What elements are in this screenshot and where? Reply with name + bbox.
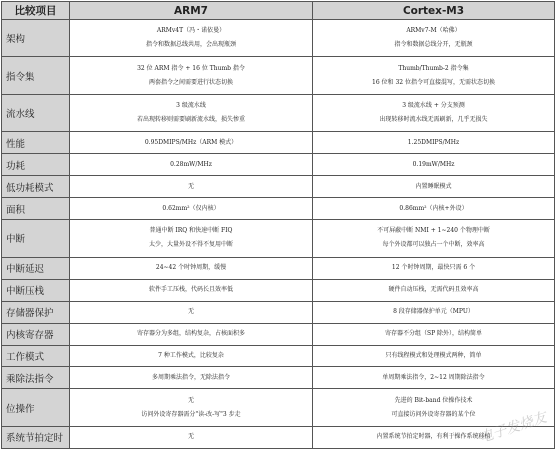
table-row [2,176,555,198]
arm7-cell [70,301,313,323]
header-row [2,2,555,20]
row-label: 面积 [2,198,70,220]
cell-line: 指令和数据总线共用，会出现瓶颈 [145,41,236,49]
cell-line: 只有线程模式和处理模式两种，简单 [385,351,482,359]
table-body [2,20,555,449]
cell-line: Thumb/Thumb-2 指令集 [398,64,469,72]
cell-line: 出现转移时流水线无需刷新，几乎无损失 [379,116,488,124]
row-label: 内核寄存器 [2,323,70,345]
cell-line: 不可屏蔽中断 NMI + 1~240 个物理中断 [377,227,490,235]
cell-line: 8 段存储器保护单元（MPU） [393,308,474,316]
cell-line: 两套指令之间需要进行状态切换 [148,78,233,86]
arm7-cell [70,94,313,131]
cortex-m3-cell [313,154,555,176]
table-row [2,132,555,154]
table-row [2,345,555,367]
arm7-cell [70,154,313,176]
cell-line: 0.62mm²（仅内核） [162,204,220,212]
cortex-m3-cell [313,132,555,154]
cell-line: 0.19mW/MHz [412,160,455,168]
cell-line: 7 种工作模式，比较复杂 [158,351,224,359]
table-row [2,220,555,257]
cortex-m3-cell [313,176,555,198]
cell-line: 1.25DMIPS/MHz [407,138,460,146]
cell-line: 16 位和 32 位指令可直接混写，无需状态切换 [372,78,495,86]
cell-line: 指令和数据总线分开，无瓶颈 [394,41,473,49]
cortex-m3-cell [313,323,555,345]
cortex-m3-cell [313,257,555,279]
cell-line: 可直接访问外设寄存器的某个位 [391,410,476,418]
cortex-m3-cell [313,94,555,131]
arm7-cell [70,426,313,448]
cell-line: 0.28mW/MHz [170,160,212,168]
row-label: 功耗 [2,154,70,176]
arm7-cell [70,132,313,154]
cell-line: 12 个时钟周期，最快只需 6 个 [391,264,476,272]
row-label: 低功耗模式 [2,176,70,198]
cell-line: 单周期乘法指令，2~12 周期除法指令 [382,373,485,381]
cell-line: 普通中断 IRQ 和快速中断 FIQ [149,227,233,235]
table-row [2,389,555,426]
row-label: 性能 [2,132,70,154]
cortex-m3-cell [313,345,555,367]
cell-line: 32 位 ARM 指令 + 16 位 Thumb 指令 [137,64,245,72]
cell-line: 内置睡眠模式 [415,182,452,190]
table-row [2,279,555,301]
cell-line: 内置系统节拍定时器，有利于操作系统移植 [376,433,491,441]
arm7-cell [70,389,313,426]
cell-line: 若出现转移则需要刷新流水线，损失惨重 [136,116,245,124]
cell-line: 无 [187,308,194,316]
header-arm7: ARM7 [70,2,313,20]
cell-line: 访问外设寄存器需分"读-改-写"3 步走 [141,410,241,418]
cortex-m3-cell [313,367,555,389]
header-item: 比较项目 [2,2,70,20]
row-label: 位操作 [2,389,70,426]
cell-line: 无 [187,182,194,190]
arm7-cell [70,57,313,94]
cortex-m3-cell [313,57,555,94]
cell-line: 太少，大量外设不得不复用中断 [148,241,233,249]
table-row [2,94,555,131]
cortex-m3-cell [313,198,555,220]
cortex-m3-cell [313,301,555,323]
cell-line: 0.86mm²（内核+外设） [399,204,468,212]
cortex-m3-cell [313,220,555,257]
cell-line: 无 [187,396,194,404]
cell-line: ARMv7-M（哈佛） [406,27,461,35]
table-row [2,301,555,323]
row-label: 系统节拍定时 [2,426,70,448]
arm7-cell [70,345,313,367]
cell-line: 3 级流水线 + 分支预测 [402,102,465,110]
row-label: 中断压栈 [2,279,70,301]
row-label: 架构 [2,20,70,57]
cell-line: ARMv4T（冯・诺依曼） [156,27,226,35]
table-row [2,323,555,345]
cell-line: 无 [187,433,194,441]
cell-line: 寄存器分为多组，结构复杂，占核面积多 [136,330,245,338]
row-label: 存储器保护 [2,301,70,323]
arm7-cell [70,20,313,57]
cell-line: 24~42 个时钟周期，缓慢 [155,264,227,272]
arm7-cell [70,367,313,389]
cell-line: 硬件自动压栈，无需代码且效率高 [388,286,479,294]
arm7-cell [70,279,313,301]
arm7-cell [70,257,313,279]
arm7-cell [70,323,313,345]
table-row [2,367,555,389]
cell-line: 多周期乘法指令，无除法指令 [151,373,230,381]
row-label: 中断延迟 [2,257,70,279]
cell-line: 寄存器不分组（SP 除外），结构简单 [384,330,483,338]
watermark: 电子发烧友 [477,409,549,447]
table-row [2,198,555,220]
table-row [2,257,555,279]
row-label: 乘除法指令 [2,367,70,389]
row-label: 指令集 [2,57,70,94]
table-row [2,57,555,94]
cell-line: 每个外设都可以独占一个中断，效率高 [382,241,485,249]
arm7-cell [70,176,313,198]
table-row [2,154,555,176]
arm7-vs-cortex-m3-table [1,1,555,449]
cortex-m3-cell [313,20,555,57]
arm7-cell [70,220,313,257]
cell-line: 先进的 Bit-band 位操作技术 [394,396,473,404]
arm7-cell [70,198,313,220]
cell-line: 3 级流水线 [176,102,206,110]
row-label: 流水线 [2,94,70,131]
cell-line: 0.95DMIPS/MHz（ARM 模式） [144,138,238,146]
table-row [2,20,555,57]
comparison-table-container [1,1,554,449]
row-label: 工作模式 [2,345,70,367]
header-cortex-m3: Cortex-M3 [313,2,555,20]
table-row [2,426,555,448]
cortex-m3-cell [313,279,555,301]
row-label: 中断 [2,220,70,257]
cell-line: 软件手工压栈，代码长且效率低 [148,286,233,294]
